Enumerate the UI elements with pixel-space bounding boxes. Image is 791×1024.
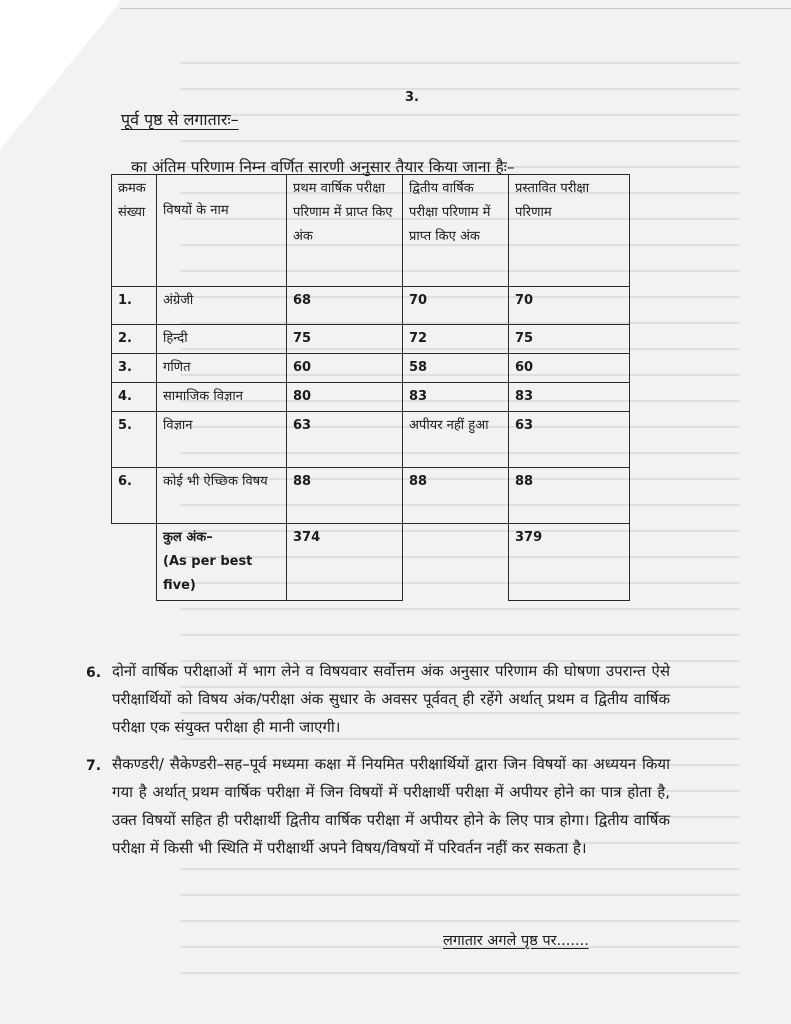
table-header-row — [112, 175, 630, 287]
row-sno: 2. — [112, 325, 157, 354]
row-first: 80 — [287, 383, 403, 412]
row-subject: हिन्दी — [157, 325, 287, 354]
row-proposed: 83 — [509, 383, 630, 412]
table-row — [112, 468, 630, 524]
total-proposed: 379 — [509, 524, 630, 601]
row-sno: 3. — [112, 354, 157, 383]
table-row — [112, 325, 630, 354]
row-subject: कोई भी ऐच्छिक विषय — [157, 468, 287, 524]
total-sublabel: (As per best five) — [163, 554, 253, 593]
table-row — [112, 354, 630, 383]
row-subject: गणित — [157, 354, 287, 383]
header-subject: विषयों के नाम — [157, 175, 287, 287]
marks-table — [111, 174, 630, 601]
header-proposed: प्रस्तावित परीक्षा परिणाम — [509, 175, 630, 287]
row-second: 72 — [403, 325, 509, 354]
para-number: 6. — [86, 665, 102, 681]
table-row — [112, 412, 630, 468]
row-sno: 6. — [112, 468, 157, 524]
row-sno: 1. — [112, 287, 157, 325]
row-sno: 4. — [112, 383, 157, 412]
row-subject: सामाजिक विज्ञान — [157, 383, 287, 412]
total-blank — [112, 524, 157, 601]
continuation-heading: पूर्व पृष्ठ से लगातारः– — [121, 110, 239, 129]
row-second: 88 — [403, 468, 509, 524]
row-first: 60 — [287, 354, 403, 383]
row-proposed: 75 — [509, 325, 630, 354]
total-blank-second — [403, 524, 509, 601]
header-second-exam: द्वितीय वार्षिक परीक्षा परिणाम में प्राप्त किए अंक — [403, 175, 509, 287]
para-number: 7. — [86, 758, 102, 774]
row-sno: 5. — [112, 412, 157, 468]
header-sno: क्रमक संख्या — [112, 175, 157, 287]
paragraph: सैकण्डरी/ सैकेण्डरी–सह–पूर्व मध्यमा कक्षा में नियमित परीक्षार्थियों द्वारा जिन विषयों का अध्ययन किया गया है अर्थात् प्रथम वार्षिक परीक्षा में जिन विषयों में परीक्षार्थी परीक्षा में अपीयर होने का पात्र होता है, उक्त विषयों सहित ही परीक्षार्थी द्वितीय वार्षिक परीक्षा में अपीयर होने के लिए पात्र होगा। द्वितीय वार्षिक परीक्षा में किसी भी स्थिति में परीक्षार्थी अपने विषय/विषयों में परिवर्तन नहीं कर सकता है। — [112, 755, 670, 857]
row-first: 75 — [287, 325, 403, 354]
continued-note: लगातार अगले पृष्ठ पर....... — [443, 933, 589, 949]
folded-corner — [0, 0, 122, 150]
table-row — [112, 287, 630, 325]
row-first: 63 — [287, 412, 403, 468]
row-subject: अंग्रेजी — [157, 287, 287, 325]
paragraph: दोनों वार्षिक परीक्षाओं में भाग लेने व विषयवार सर्वोत्तम अंक अनुसार परिणाम की घोषणा उपरान्त ऐसे परीक्षार्थियों को विषय अंक/परीक्षा अंक सुधार के अवसर पूर्ववत् ही रहेंगे अर्थात् प्रथम व द्वितीय वार्षिक परीक्षा एक संयुक्त परीक्षा ही मानी जाएगी। — [112, 662, 670, 736]
row-proposed: 70 — [509, 287, 630, 325]
intro-line: का अंतिम परिणाम निम्न वर्णित सारणी अनुसार तैयार किया जाना हैः– — [131, 158, 515, 176]
total-label-cell — [157, 524, 287, 601]
row-first: 68 — [287, 287, 403, 325]
page-number: 3. — [405, 90, 419, 105]
row-second: 83 — [403, 383, 509, 412]
row-proposed: 60 — [509, 354, 630, 383]
row-subject: विज्ञान — [157, 412, 287, 468]
total-first: 374 — [287, 524, 403, 601]
total-label: कुल अंक– — [163, 530, 213, 545]
page-edge — [120, 8, 791, 9]
row-second: अपीयर नहीं हुआ — [403, 412, 509, 468]
row-second: 58 — [403, 354, 509, 383]
total-row — [112, 524, 630, 601]
row-proposed: 88 — [509, 468, 630, 524]
row-second: 70 — [403, 287, 509, 325]
row-proposed: 63 — [509, 412, 630, 468]
row-first: 88 — [287, 468, 403, 524]
header-first-exam: प्रथम वार्षिक परीक्षा परिणाम में प्राप्त किए अंक — [287, 175, 403, 287]
table-row — [112, 383, 630, 412]
